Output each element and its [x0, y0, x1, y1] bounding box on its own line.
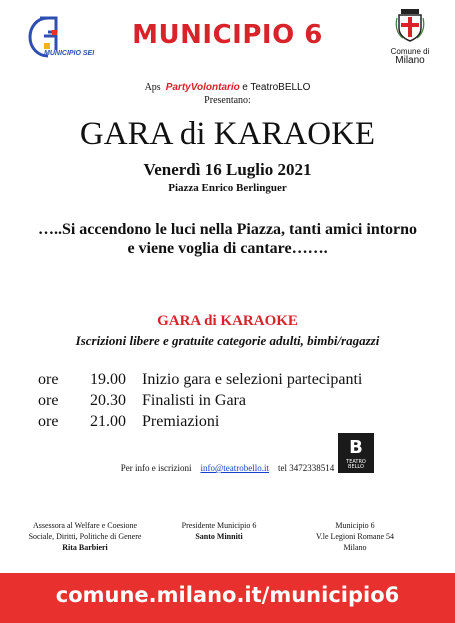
organizers-line: [0, 82, 455, 93]
teatro-bello-logo-letter: B: [349, 437, 363, 458]
teatro-bello-logo-text: TEATRO BELLO: [346, 459, 366, 470]
municipio-title: MUNICIPIO 6: [132, 20, 323, 50]
organizers-conj: e: [242, 82, 248, 93]
milano-crest-icon: [395, 8, 425, 42]
party-volontario-name: PartyVolontario: [165, 82, 240, 93]
footer-name: Rita Barbieri: [62, 543, 108, 552]
schedule-time: 20.30: [90, 392, 126, 409]
info-line: [0, 463, 455, 473]
footer-text: V.le Legioni Romane 54: [315, 532, 395, 541]
municipio-sei-logo-text: MUNICIPIO SEI: [44, 50, 95, 57]
organizers-prefix: Aps: [144, 82, 161, 93]
footer-text: Municipio 6: [335, 521, 375, 530]
schedule-description: Premiazioni: [142, 413, 220, 430]
footer-text: Presidente Municipio 6: [181, 521, 257, 530]
footer-presidente: [160, 520, 278, 542]
footer-text: Assessora al Welfare e Coesione: [32, 521, 138, 530]
teatro-bello-name: TeatroBELLO: [250, 82, 311, 93]
schedule-time: 19.00: [90, 371, 126, 388]
comune-milano-logo: [386, 8, 434, 66]
schedule-description: Inizio gara e selezioni partecipanti: [142, 371, 363, 388]
schedule-time: 21.00: [90, 413, 126, 430]
footer-text: Sociale, Diritti, Politiche di Genere: [28, 532, 142, 541]
info-phone: tel 3472338514: [278, 463, 335, 473]
info-label: Per info e iscrizioni: [120, 463, 192, 473]
schedule-ore: ore: [38, 413, 59, 430]
schedule-description: Finalisti in Gara: [142, 392, 246, 409]
footer-assessora: [10, 520, 160, 553]
info-email-link[interactable]: info@teatrobello.it: [200, 463, 269, 473]
tagline: [30, 220, 425, 258]
comune-city: Milano: [395, 55, 425, 66]
tagline-line-1: …..Si accendono le luci nella Piazza, tanti amici intorno: [37, 221, 418, 238]
municipio-url[interactable]: comune.milano.it/municipio6: [55, 583, 400, 607]
footer-text: Milano: [343, 543, 367, 552]
schedule-ore: ore: [38, 371, 59, 388]
section-title: GARA di KARAOKE: [157, 313, 298, 329]
event-title: GARA di KARAOKE: [79, 116, 376, 152]
registration-note: Iscrizioni libere e gratuite categorie adulti, bimbi/ragazzi: [75, 333, 380, 348]
tagline-line-2: e viene voglia di cantare…….: [127, 240, 328, 257]
schedule-ore: ore: [38, 392, 59, 409]
event-date: Venerdì 16 Luglio 2021: [143, 160, 312, 179]
footer-address: [280, 520, 430, 553]
footer-name: Santo Minniti: [195, 532, 243, 541]
presentano-label: Presentano:: [204, 95, 251, 106]
comune-label: Comune di: [390, 47, 430, 56]
event-place: Piazza Enrico Berlinguer: [168, 182, 287, 194]
